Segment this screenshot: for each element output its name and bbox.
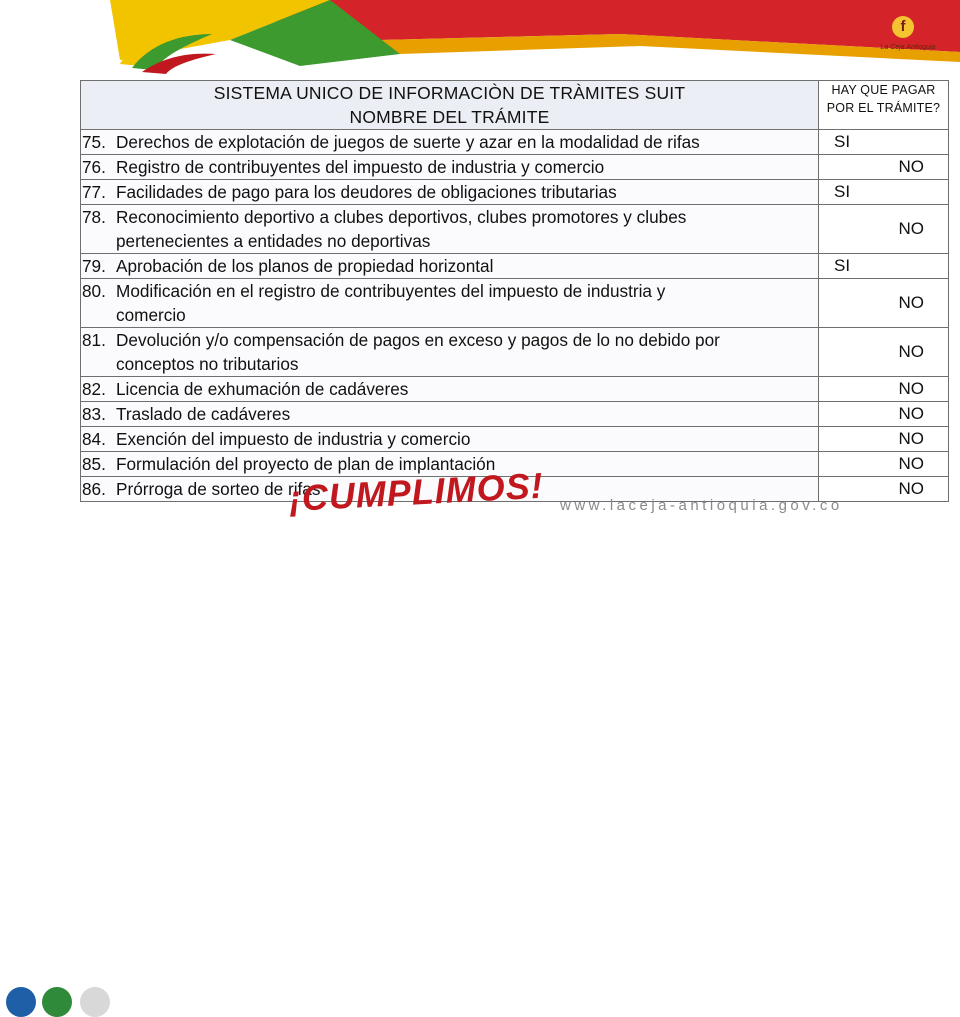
table-header-row bbox=[81, 81, 949, 130]
table-row bbox=[81, 427, 949, 452]
tramite-name bbox=[81, 402, 819, 427]
pay-answer bbox=[819, 130, 949, 155]
pay-answer bbox=[819, 328, 949, 377]
footer-url[interactable]: www.laceja-antioquia.gov.co bbox=[560, 497, 843, 514]
header-title-line1: SISTEMA UNICO DE INFORMACIÒN DE TRÀMITES SUIT bbox=[213, 83, 686, 103]
tramite-text: Licencia de exhumación de cadáveres bbox=[116, 379, 409, 399]
tramite-text: Derechos de explotación de juegos de suerte y azar en la modalidad de rifas bbox=[116, 132, 700, 152]
tramite-text: Modificación en el registro de contribuyentes del impuesto de industria y bbox=[116, 281, 666, 301]
tramite-number: 78. bbox=[82, 207, 106, 227]
tramite-text: Prórroga de sorteo de rifas bbox=[116, 479, 321, 499]
answer-value: SI bbox=[834, 256, 851, 275]
quality-seal-icon bbox=[6, 987, 36, 1017]
answer-value: NO bbox=[898, 404, 924, 423]
answer-value: NO bbox=[898, 379, 924, 398]
banner-caption: La Ceja Antioquia bbox=[880, 44, 936, 51]
tramite-number: 77. bbox=[82, 182, 106, 202]
certification-seal-icon bbox=[42, 987, 72, 1017]
pay-answer bbox=[819, 155, 949, 180]
answer-value: NO bbox=[898, 293, 924, 312]
answer-value: NO bbox=[898, 429, 924, 448]
tramite-name bbox=[81, 377, 819, 402]
answer-value: NO bbox=[898, 157, 924, 176]
answer-value: NO bbox=[898, 454, 924, 473]
pay-answer bbox=[819, 180, 949, 205]
tramite-text-continued: conceptos no tributarios bbox=[116, 354, 299, 374]
tramite-name bbox=[81, 254, 819, 279]
header-title bbox=[81, 81, 819, 130]
tramite-name bbox=[81, 427, 819, 452]
tramite-text-continued: comercio bbox=[116, 305, 186, 325]
facebook-icon[interactable]: f bbox=[892, 16, 914, 38]
pay-answer bbox=[819, 377, 949, 402]
tramite-number: 83. bbox=[82, 404, 106, 424]
tramite-number: 76. bbox=[82, 157, 106, 177]
table-row bbox=[81, 155, 949, 180]
table-row bbox=[81, 180, 949, 205]
table-row bbox=[81, 254, 949, 279]
tramite-name bbox=[81, 180, 819, 205]
tramite-name bbox=[81, 279, 819, 328]
tramite-name bbox=[81, 328, 819, 377]
tramite-number: 80. bbox=[82, 281, 106, 301]
header-pay-line2: POR EL TRÁMITE? bbox=[826, 101, 941, 115]
top-banner bbox=[0, 0, 960, 80]
tramite-number: 82. bbox=[82, 379, 106, 399]
answer-value: NO bbox=[898, 479, 924, 498]
tramite-text: Facilidades de pago para los deudores de obligaciones tributarias bbox=[116, 182, 617, 202]
tramite-number: 81. bbox=[82, 330, 106, 350]
tramite-name bbox=[81, 205, 819, 254]
municipal-logo bbox=[112, 4, 222, 76]
tramite-name bbox=[81, 130, 819, 155]
footer-slogan: ¡CUMPLIMOS! bbox=[287, 464, 545, 520]
header-pay bbox=[819, 81, 949, 130]
tramite-text: Devolución y/o compensación de pagos en exceso y pagos de lo no debido por bbox=[116, 330, 720, 350]
answer-value: NO bbox=[898, 342, 924, 361]
table-row bbox=[81, 402, 949, 427]
tramite-text: Aprobación de los planos de propiedad horizontal bbox=[116, 256, 494, 276]
tramite-text: Registro de contribuyentes del impuesto de industria y comercio bbox=[116, 157, 605, 177]
header-pay-line1: HAY QUE PAGAR bbox=[831, 83, 936, 97]
table-row bbox=[81, 377, 949, 402]
table-row bbox=[81, 328, 949, 377]
answer-value: SI bbox=[834, 182, 851, 201]
tramite-text-continued: pertenecientes a entidades no deportivas bbox=[116, 231, 431, 251]
table-row bbox=[81, 279, 949, 328]
table-row bbox=[81, 130, 949, 155]
pay-answer bbox=[819, 427, 949, 452]
tramite-number: 75. bbox=[82, 132, 106, 152]
government-seal-icon bbox=[80, 987, 110, 1017]
pay-answer bbox=[819, 279, 949, 328]
pay-answer bbox=[819, 254, 949, 279]
pay-answer bbox=[819, 205, 949, 254]
tramite-text: Traslado de cadáveres bbox=[116, 404, 291, 424]
tramites-table bbox=[80, 80, 949, 502]
tramite-text: Formulación del proyecto de plan de implantación bbox=[116, 454, 496, 474]
tramite-text: Exención del impuesto de industria y comercio bbox=[116, 429, 471, 449]
tramite-text: Reconocimiento deportivo a clubes deportivos, clubes promotores y clubes bbox=[116, 207, 687, 227]
pay-answer bbox=[819, 452, 949, 477]
tramite-name bbox=[81, 155, 819, 180]
tramite-number: 84. bbox=[82, 429, 106, 449]
pay-answer bbox=[819, 402, 949, 427]
tramite-number: 85. bbox=[82, 454, 106, 474]
table-row bbox=[81, 205, 949, 254]
tramite-number: 86. bbox=[82, 479, 106, 499]
answer-value: NO bbox=[898, 219, 924, 238]
header-title-line2: NOMBRE DEL TRÁMITE bbox=[349, 107, 550, 127]
answer-value: SI bbox=[834, 132, 851, 151]
tramite-number: 79. bbox=[82, 256, 106, 276]
